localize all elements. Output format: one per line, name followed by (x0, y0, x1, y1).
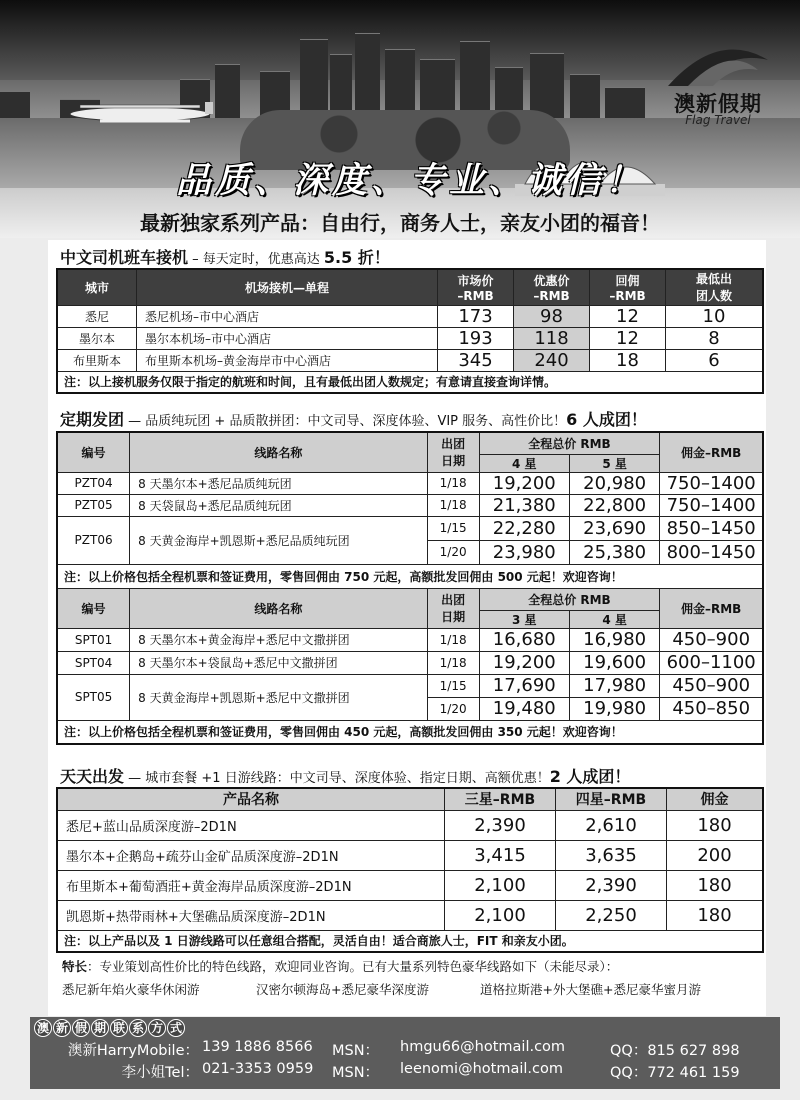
date-cell: 1/18 (427, 494, 479, 516)
header-commission: 佣金–RMB (660, 432, 763, 472)
code-cell: PZT06 (57, 516, 130, 564)
table-header-row (57, 432, 763, 454)
feature-route: 汉密尔顿海岛+悉尼豪华深度游 (256, 982, 429, 997)
daily-table (56, 787, 764, 953)
transfer-title: 中文司机班车接机 (60, 248, 189, 267)
feature-route: 道格拉斯港+外大堡礁+悉尼豪华蜜月游 (480, 982, 701, 997)
header-commission: 佣金 (667, 788, 764, 810)
table-row (57, 516, 763, 540)
price-cell: 16,680 (479, 628, 569, 651)
commission-cell: 850–1450 (660, 516, 763, 540)
contact-qq[interactable]: QQ：815 627 898 (610, 1043, 740, 1059)
route-cell: 悉尼机场–市中心酒店 (137, 305, 438, 327)
price-cell: 17,690 (479, 674, 569, 697)
header-star-b: 5 星 (569, 454, 659, 472)
min-cell: 8 (666, 327, 764, 349)
scheduled-heading (60, 407, 647, 430)
commission-cell: 800–1450 (660, 540, 763, 564)
scheduled-desc: — 品质纯玩团 + 品质散拼团：中文司导、深度体验、VIP 服务、高性价比！ (124, 414, 567, 429)
skyline-building (0, 91, 30, 120)
header-code: 编号 (57, 432, 130, 472)
contact-title-char: 联 (110, 1019, 128, 1037)
header-promo: 优惠价 –RMB (514, 269, 590, 305)
code-cell: PZT04 (57, 472, 130, 494)
skyline-building (570, 74, 600, 120)
header-route: 线路名称 (130, 432, 428, 472)
header-three-star: 三星–RMB (445, 788, 556, 810)
contact-title-char: 假 (72, 1019, 90, 1037)
price-cell: 3,635 (556, 840, 667, 870)
code-cell: SPT04 (57, 651, 130, 674)
city-cell: 布里斯本 (57, 349, 137, 371)
city-cell: 悉尼 (57, 305, 137, 327)
contact-title-char: 澳 (34, 1019, 52, 1037)
price-cell: 3,415 (445, 840, 556, 870)
table-row (57, 870, 763, 900)
price-cell: 25,380 (569, 540, 659, 564)
promo-cell: 118 (514, 327, 590, 349)
commission-cell: 12 (590, 327, 666, 349)
header-total: 全程总价 RMB (479, 588, 660, 610)
price-cell: 19,480 (479, 697, 569, 720)
price-cell: 21,380 (479, 494, 569, 516)
price-cell: 2,390 (556, 870, 667, 900)
header-commission: 回佣 –RMB (590, 269, 666, 305)
contact-title-char: 系 (129, 1019, 147, 1037)
table-row (57, 494, 763, 516)
commission-cell: 450–850 (660, 697, 763, 720)
route-cell: 8 天黄金海岸+凯恩斯+悉尼中文撒拼团 (130, 674, 428, 720)
price-cell: 2,100 (445, 900, 556, 930)
contact-msn-label: MSN： (332, 1043, 380, 1059)
route-cell: 墨尔本机场–市中心酒店 (137, 327, 438, 349)
contact-title-char: 期 (91, 1019, 109, 1037)
table-row (57, 651, 763, 674)
city-cell: 墨尔本 (57, 327, 137, 349)
table-header-row (57, 788, 763, 810)
header-date: 出团 日期 (427, 432, 479, 472)
date-cell: 1/18 (427, 472, 479, 494)
header-market: 市场价 –RMB (438, 269, 514, 305)
date-cell: 1/15 (427, 674, 479, 697)
date-cell: 1/15 (427, 516, 479, 540)
scheduled-highlight: 6 人成团！ (566, 410, 647, 429)
daily-highlight: 2 人成团！ (549, 767, 631, 786)
table-row (57, 810, 763, 840)
features-intro (62, 957, 618, 975)
header-four-star: 四星–RMB (556, 788, 667, 810)
promo-cell: 98 (514, 305, 590, 327)
route-cell: 8 天袋鼠岛+悉尼品质纯玩团 (130, 494, 428, 516)
header-star-b: 4 星 (569, 610, 659, 628)
skyline-building (300, 39, 328, 120)
table-row (57, 472, 763, 494)
product-cell: 悉尼+蓝山品质深度游–2D1N (57, 810, 445, 840)
price-cell: 19,980 (569, 697, 659, 720)
hero-banner (0, 0, 800, 238)
price-cell: 23,690 (569, 516, 659, 540)
price-cell: 19,200 (479, 472, 569, 494)
commission-cell: 180 (667, 870, 764, 900)
transfer-note: 注：以上接机服务仅限于指定的航班和时间，且有最低出团人数规定；有意请直接查询详情。 (57, 371, 763, 393)
contact-title-char: 方 (148, 1019, 166, 1037)
market-cell: 345 (438, 349, 514, 371)
table-row (57, 628, 763, 651)
commission-cell: 750–1400 (660, 494, 763, 516)
price-cell: 19,200 (479, 651, 569, 674)
note-row (57, 720, 763, 744)
product-cell: 凯恩斯+热带雨林+大堡礁品质深度游–2D1N (57, 900, 445, 930)
price-cell: 2,250 (556, 900, 667, 930)
contact-msn-label: MSN： (332, 1065, 380, 1081)
header-code: 编号 (57, 588, 130, 628)
pure-note: 注：以上价格包括全程机票和签证费用，零售回佣由 750 元起，高额批发回佣由 500 元起！欢迎咨询！ (57, 564, 763, 588)
route-cell: 8 天墨尔本+袋鼠岛+悉尼中文撒拼团 (130, 651, 428, 674)
date-cell: 1/18 (427, 651, 479, 674)
contact-phone[interactable]: 021-3353 0959 (202, 1061, 314, 1077)
features-text: ：专业策划高性价比的特色线路，欢迎同业咨询。已有大量系列特色豪华线路如下（未能尽录）： (87, 959, 619, 974)
header-city: 城市 (57, 269, 137, 305)
min-cell: 10 (666, 305, 764, 327)
commission-cell: 18 (590, 349, 666, 371)
date-cell: 1/20 (427, 697, 479, 720)
scheduled-title: 定期发团 (60, 410, 125, 429)
transfer-heading (60, 245, 390, 268)
note-row (57, 564, 763, 588)
daily-heading (60, 764, 630, 787)
price-cell: 19,600 (569, 651, 659, 674)
commission-cell: 200 (667, 840, 764, 870)
header-commission: 佣金–RMB (660, 588, 763, 628)
table-row (57, 327, 763, 349)
market-cell: 173 (438, 305, 514, 327)
table-row (57, 349, 763, 371)
header-route: 线路名称 (130, 588, 428, 628)
header-min: 最低出 团人数 (666, 269, 764, 305)
promo-cell: 240 (514, 349, 590, 371)
transfer-highlight: 5.5 折！ (323, 248, 390, 267)
note-row (57, 930, 763, 952)
header-total: 全程总价 RMB (479, 432, 660, 454)
logo-text: 澳新假期 (674, 92, 762, 116)
transfer-desc: – 每天定时，优惠高达 (188, 252, 324, 267)
contact-msn[interactable]: leenomi@hotmail.com (400, 1061, 563, 1077)
price-cell: 16,980 (569, 628, 659, 651)
contact-msn[interactable]: hmgu66@hotmail.com (400, 1039, 566, 1055)
price-cell: 2,610 (556, 810, 667, 840)
slogan: 品质、深度、专业、诚信！ (175, 160, 644, 201)
market-cell: 193 (438, 327, 514, 349)
subtitle: 最新独家系列产品：自由行，商务人士，亲友小团的福音！ (140, 211, 660, 235)
daily-title: 天天出发 (60, 767, 125, 786)
route-cell: 布里斯本机场–黄金海岸市中心酒店 (137, 349, 438, 371)
header-product: 产品名称 (57, 788, 445, 810)
transfer-table (56, 268, 764, 394)
code-cell: SPT05 (57, 674, 130, 720)
table-row (57, 305, 763, 327)
commission-cell: 180 (667, 900, 764, 930)
header-star-a: 4 星 (479, 454, 569, 472)
table-row (57, 840, 763, 870)
commission-cell: 12 (590, 305, 666, 327)
table-header-row (57, 269, 763, 305)
table-row (57, 900, 763, 930)
commission-cell: 450–900 (660, 628, 763, 651)
product-cell: 布里斯本+葡萄酒莊+黄金海岸品质深度游–2D1N (57, 870, 445, 900)
table-header-row (57, 588, 763, 610)
min-cell: 6 (666, 349, 764, 371)
route-cell: 8 天墨尔本+黄金海岸+悉尼中文撒拼团 (130, 628, 428, 651)
price-cell: 2,390 (445, 810, 556, 840)
date-cell: 1/18 (427, 628, 479, 651)
header-date: 出团 日期 (427, 588, 479, 628)
price-cell: 20,980 (569, 472, 659, 494)
contact-title-char: 新 (53, 1019, 71, 1037)
product-cell: 墨尔本+企鹅岛+疏芬山金矿品质深度游–2D1N (57, 840, 445, 870)
group-note: 注：以上价格包括全程机票和签证费用，零售回佣由 450 元起，高额批发回佣由 350 元起！欢迎咨询！ (57, 720, 763, 744)
date-cell: 1/20 (427, 540, 479, 564)
skyline-building (605, 87, 645, 120)
price-cell: 17,980 (569, 674, 659, 697)
route-cell: 8 天墨尔本+悉尼品质纯玩团 (130, 472, 428, 494)
features-label: 特长 (62, 959, 88, 974)
code-cell: PZT05 (57, 494, 130, 516)
contact-phone[interactable]: 139 1886 8566 (202, 1039, 313, 1055)
logo-subtext: Flag Travel (685, 113, 751, 127)
contact-bar (30, 1017, 780, 1089)
seaplane-icon (40, 102, 240, 130)
commission-cell: 180 (667, 810, 764, 840)
header-star-a: 3 星 (479, 610, 569, 628)
commission-cell: 450–900 (660, 674, 763, 697)
price-cell: 22,280 (479, 516, 569, 540)
scheduled-table (56, 431, 764, 745)
contact-qq[interactable]: QQ：772 461 159 (610, 1065, 740, 1081)
contact-title-char: 式 (167, 1019, 185, 1037)
table-row (57, 674, 763, 697)
daily-note: 注：以上产品以及 1 日游线路可以任意组合搭配，灵活自由！适合商旅人士，FIT 和亲友小团。 (57, 930, 763, 952)
price-cell: 23,980 (479, 540, 569, 564)
commission-cell: 750–1400 (660, 472, 763, 494)
code-cell: SPT01 (57, 628, 130, 651)
daily-desc: — 城市套餐 +1 日游线路：中文司导、深度体验、指定日期、高额优惠！ (124, 771, 550, 786)
header-route: 机场接机—单程 (137, 269, 438, 305)
contact-name: 李小姐Tel： (121, 1065, 199, 1081)
note-row (57, 371, 763, 393)
feature-route: 悉尼新年焰火豪华休闲游 (62, 982, 200, 997)
skyline-building (355, 33, 380, 120)
skyline-building (460, 41, 490, 120)
price-cell: 22,800 (569, 494, 659, 516)
contact-title (34, 1019, 186, 1037)
route-cell: 8 天黄金海岸+凯恩斯+悉尼品质纯玩团 (130, 516, 428, 564)
contact-name: 澳新HarryMobile： (67, 1043, 199, 1059)
commission-cell: 600–1100 (660, 651, 763, 674)
price-cell: 2,100 (445, 870, 556, 900)
